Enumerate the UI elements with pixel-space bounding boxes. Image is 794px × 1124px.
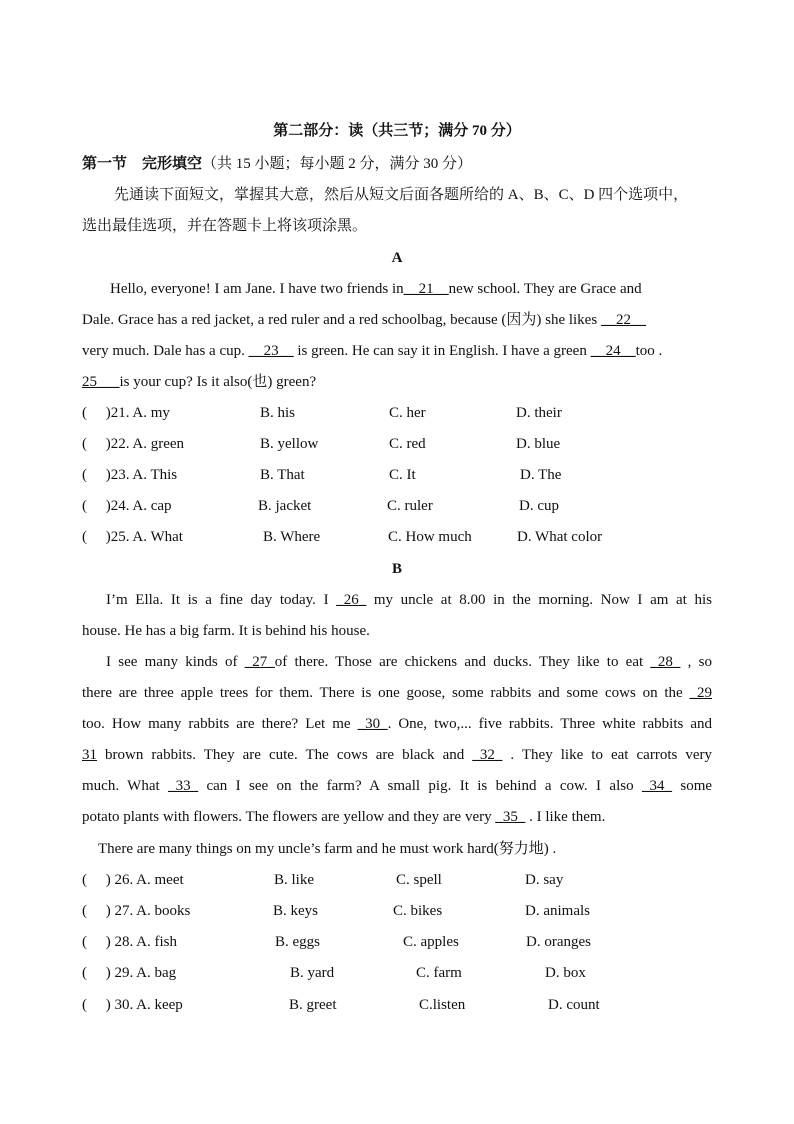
question-number: ( )23. A. This [82,467,178,483]
option-c: C. It [389,467,416,483]
passage-a-heading: A [391,250,403,266]
option-d: D. blue [516,436,561,452]
text: . They like to eat carrots very [510,747,713,763]
option-b: B. eggs [275,934,320,950]
blank-34: _34_ [641,778,672,794]
option-d: D. box [545,965,586,981]
blank-24: __24__ [590,343,636,359]
text: . One, two,... five rabbits. Three white rabbits and [387,716,713,732]
option-b: B. like [274,872,314,888]
question-number: ( )22. A. green [82,436,185,452]
question-number: ( )21. A. my [82,405,170,421]
text: Hello, everyone! I am Jane. I have two friends in [110,281,404,297]
option-c: C.listen [419,997,466,1013]
option-c: C. How much [388,529,472,545]
text: is green. He can say it in English. I have a green [297,343,587,359]
blank-27: _27_ [244,654,275,670]
section-label: 第一节 完形填空 [82,156,203,172]
option-b: B. yard [290,965,335,981]
blank-31: 31 [82,747,97,763]
option-b: B. his [260,405,296,421]
option-d: D. oranges [526,934,591,950]
text: , so [687,654,713,670]
question-number: ( ) 29. A. bag [82,965,177,981]
option-c: C. apples [403,934,459,950]
text: too . [635,343,663,359]
text: too. How many rabbits are there? Let me [82,716,351,732]
option-b: B. yellow [260,436,319,452]
passage-a-line-1 [110,279,642,299]
blank-30: _30_ [357,716,388,732]
instructions-line-2: 选出最佳选项，并在答题卡上将该项涂黑。 [82,218,368,234]
text: some [680,778,713,794]
blank-26: _26_ [336,592,367,608]
passage-b-line-5 [82,714,712,734]
option-d: D. their [516,405,562,421]
blank-29: _29 [689,685,713,701]
option-c: C. farm [416,965,462,981]
option-c: C. her [389,405,426,421]
option-c: C. spell [396,872,442,888]
text: new school. They are Grace and [448,281,642,297]
passage-b-line-6 [82,745,712,765]
option-b: B. jacket [258,498,312,514]
section-note: （共 15 小题；每小题 2 分，满分 30 分） [202,156,473,172]
option-c: C. bikes [393,903,443,919]
question-number: ( )24. A. cap [82,498,172,514]
text: I’m Ella. It is a fine day today. I [106,592,329,608]
option-b: B. That [260,467,305,483]
text: can I see on the farm? A small pig. It is behind a cow. I also [206,778,634,794]
text: potato plants with flowers. The flowers are yellow and they are very [82,809,492,825]
passage-a-line-2 [82,310,646,330]
instructions-line-1: 先通读下面短文，掌握其大意，然后从短文后面各题所给的 A、B、C、D 四个选项中， [114,187,689,203]
question-number: ( ) 27. A. books [82,903,191,919]
question-number: ( ) 28. A. fish [82,934,177,950]
section-heading [82,154,472,174]
blank-32: _32_ [472,747,503,763]
text: much. What [82,778,160,794]
question-number: ( )25. A. What [82,529,183,545]
text: of there. Those are chickens and ducks. They like to eat [274,654,644,670]
passage-b-line-2: house. He has a big farm. It is behind his house. [82,623,370,639]
text: very much. Dale has a cup. [82,343,245,359]
text: brown rabbits. They are cute. The cows are black and [105,747,465,763]
option-b: B. greet [289,997,337,1013]
option-d: D. say [525,872,564,888]
text: Dale. Grace has a red jacket, a red ruler and a red schoolbag, because (因为) she likes [82,312,598,328]
text: my uncle at 8.00 in the morning. Now I am at his [373,592,712,608]
passage-b-line-1 [106,590,712,610]
option-d: D. animals [525,903,590,919]
passage-b-line-3 [106,652,712,672]
blank-35: _35_ [495,809,526,825]
passage-b-line-4 [82,683,712,703]
option-d: D. The [520,467,562,483]
option-c: C. red [389,436,426,452]
option-b: B. keys [273,903,318,919]
passage-b-line-9: There are many things on my uncle’s farm and he must work hard(努力地) . [98,841,557,857]
passage-a-line-3 [82,341,662,361]
option-d: D. What color [517,529,603,545]
option-d: D. cup [519,498,559,514]
blank-23: __23__ [248,343,294,359]
text: there are three apple trees for them. There is one goose, some rabbits and some cows on the [82,685,683,701]
blank-25: 25___ [82,374,120,390]
part-title: 第二部分：读（共三节；满分 70 分） [273,123,521,139]
option-b: B. Where [263,529,321,545]
option-c: C. ruler [387,498,433,514]
passage-b-line-8 [82,807,605,827]
passage-a-line-4 [82,372,316,392]
option-d: D. count [548,997,600,1013]
text: is your cup? Is it also(也) green? [119,374,317,390]
question-number: ( ) 26. A. meet [82,872,184,888]
blank-22: __22__ [600,312,646,328]
question-number: ( ) 30. A. keep [82,997,183,1013]
blank-21: __21__ [403,281,449,297]
text: . I like them. [529,809,606,825]
text: I see many kinds of [106,654,238,670]
blank-28: _28_ [650,654,681,670]
passage-b-line-7 [82,776,712,796]
passage-b-heading: B [391,561,402,577]
blank-33: _33_ [168,778,199,794]
